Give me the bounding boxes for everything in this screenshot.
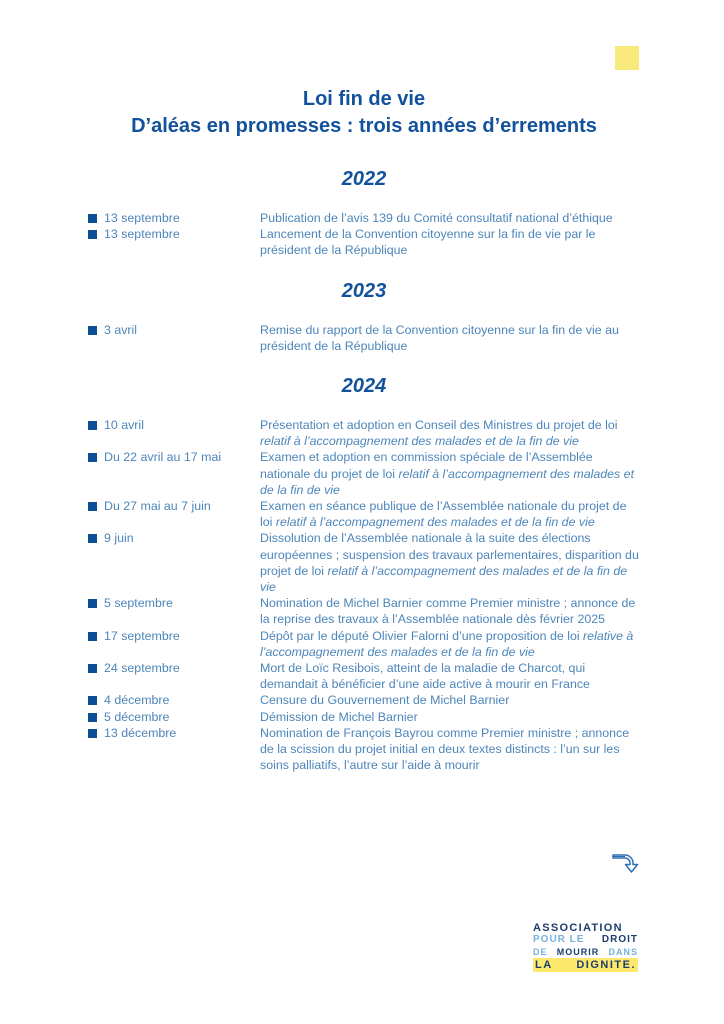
year-heading: 2022 bbox=[341, 168, 387, 190]
description-segment: Censure du Gouvernement de Michel Barnier bbox=[260, 693, 510, 708]
timeline-document bbox=[88, 86, 640, 773]
timeline-entry bbox=[88, 709, 640, 725]
logo-word: ASSOCIATION bbox=[533, 922, 623, 934]
description-italic-segment: relative à l’accompagnement des malades et de la fin de vie bbox=[260, 628, 634, 659]
entry-date-cell bbox=[88, 322, 260, 338]
entry-date: 13 septembre bbox=[104, 227, 180, 242]
logo-line bbox=[533, 946, 638, 958]
description-italic-segment: relatif à l’accompagnement des malades et de la fin de vie bbox=[260, 434, 579, 449]
entry-date: 13 décembre bbox=[104, 725, 177, 740]
description-segment: Nomination de Michel Barnier comme Premier ministre ; annonce de la reprise des travaux à l’Assemblée nationale dès février 2025 bbox=[260, 596, 636, 627]
description-segment: Dissolution de l’Assemblée nationale à la suite des élections européennes ; suspension des travaux parlementaires, disparition du projet de loi bbox=[260, 531, 639, 578]
logo-line bbox=[533, 922, 638, 934]
description-segment: Examen et adoption en commission spéciale de l’Assemblée nationale du projet de loi bbox=[260, 450, 593, 481]
timeline-entry bbox=[88, 449, 640, 498]
timeline-entry bbox=[88, 530, 640, 595]
entry-date-cell bbox=[88, 595, 260, 611]
entry-description bbox=[260, 725, 640, 774]
entry-description bbox=[260, 595, 640, 627]
timeline-entry bbox=[88, 226, 640, 258]
description-segment: Remise du rapport de la Convention citoyenne sur la fin de vie au président de la République bbox=[260, 322, 619, 353]
page-title-line1: Loi fin de vie bbox=[302, 88, 426, 110]
entry-date: 24 septembre bbox=[104, 661, 180, 676]
description-segment: Dépôt par le député Olivier Falorni d’une proposition de loi bbox=[260, 628, 584, 643]
timeline-entry bbox=[88, 417, 640, 449]
logo-line bbox=[533, 958, 638, 972]
timeline-entry bbox=[88, 725, 640, 774]
logo-word: DANS bbox=[608, 947, 638, 957]
entry-date: 17 septembre bbox=[104, 628, 180, 643]
logo-word: POUR LE bbox=[533, 934, 585, 945]
entry-description bbox=[260, 498, 640, 530]
square-bullet-icon bbox=[88, 453, 97, 462]
entry-description bbox=[260, 628, 640, 660]
description-italic-segment: relatif à l’accompagnement des malades et de la fin de vie bbox=[260, 563, 628, 595]
entry-date: 4 décembre bbox=[104, 693, 170, 708]
page-title bbox=[88, 86, 640, 140]
logo-word: DE bbox=[533, 947, 548, 957]
logo-word: LA bbox=[535, 959, 553, 971]
entry-date-cell bbox=[88, 628, 260, 644]
entry-date-cell bbox=[88, 498, 260, 514]
entry-date: 5 septembre bbox=[104, 596, 173, 611]
logo-word: MOURIR bbox=[556, 947, 600, 957]
description-segment: Examen en séance publique de l’Assemblée nationale du projet de loi bbox=[260, 499, 627, 530]
square-bullet-icon bbox=[88, 599, 97, 608]
entry-description bbox=[260, 417, 640, 449]
entry-description bbox=[260, 449, 640, 498]
entry-description bbox=[260, 692, 640, 708]
entry-date-cell bbox=[88, 449, 260, 465]
square-bullet-icon bbox=[88, 713, 97, 722]
entry-date: 13 septembre bbox=[104, 211, 180, 225]
entry-date-cell bbox=[88, 417, 260, 433]
year-heading: 2024 bbox=[341, 375, 387, 398]
entry-date-cell bbox=[88, 530, 260, 546]
entry-date: Du 22 avril au 17 mai bbox=[104, 450, 222, 465]
page-title-line2: D’aléas en promesses : trois années d’errements bbox=[131, 115, 597, 137]
description-italic-segment: relatif à l’accompagnement des malades et de la fin de vie bbox=[275, 515, 595, 530]
square-bullet-icon bbox=[88, 632, 97, 641]
description-segment: Publication de l’avis 139 du Comité consultatif national d’éthique bbox=[260, 211, 613, 225]
year-heading: 2023 bbox=[341, 279, 387, 302]
square-bullet-icon bbox=[88, 696, 97, 705]
timeline-entry bbox=[88, 595, 640, 627]
entry-description bbox=[260, 709, 640, 725]
admd-logo bbox=[533, 922, 638, 972]
square-bullet-icon bbox=[88, 214, 97, 223]
entry-date-cell bbox=[88, 660, 260, 676]
description-segment: Présentation et adoption en Conseil des Ministres du projet de loi bbox=[260, 418, 618, 433]
timeline-entry bbox=[88, 692, 640, 708]
description-segment: Nomination de François Bayrou comme Premier ministre ; annonce de la scission du projet initial en deux textes distincts : l’un sur les soins palliatifs, l’autre sur l’aide à mourir bbox=[260, 725, 630, 773]
entry-date-cell bbox=[88, 226, 260, 242]
square-bullet-icon bbox=[88, 502, 97, 511]
entry-date: Du 27 mai au 7 juin bbox=[104, 499, 211, 514]
timeline-entry bbox=[88, 210, 640, 226]
square-bullet-icon bbox=[88, 729, 97, 738]
entry-date-cell bbox=[88, 692, 260, 708]
logo-word: DROIT bbox=[601, 934, 638, 945]
entry-date-cell bbox=[88, 709, 260, 725]
description-italic-segment: relatif à l’accompagnement des malades et de la fin de vie bbox=[260, 466, 635, 497]
entry-description bbox=[260, 210, 640, 226]
entry-date: 5 décembre bbox=[104, 709, 170, 724]
timeline-entry bbox=[88, 628, 640, 660]
timeline bbox=[88, 166, 640, 773]
entry-date: 10 avril bbox=[104, 418, 144, 433]
entry-date-cell bbox=[88, 725, 260, 741]
entry-date-cell bbox=[88, 210, 260, 226]
square-bullet-icon bbox=[88, 421, 97, 430]
timeline-entry bbox=[88, 660, 640, 692]
description-segment: Mort de Loïc Resibois, atteint de la maladie de Charcot, qui demandait à bénéficier d’une aide active à mourir en France bbox=[260, 661, 590, 692]
entry-date: 9 juin bbox=[104, 531, 134, 546]
logo-word: DIGNITE. bbox=[576, 959, 636, 971]
description-segment: Démission de Michel Barnier bbox=[260, 709, 418, 724]
entry-description bbox=[260, 530, 640, 595]
timeline-entry bbox=[88, 498, 640, 530]
entry-description bbox=[260, 660, 640, 692]
description-segment: Lancement de la Convention citoyenne sur la fin de vie par le président de la République bbox=[260, 227, 596, 258]
square-bullet-icon bbox=[88, 230, 97, 239]
square-bullet-icon bbox=[88, 534, 97, 543]
timeline-entry bbox=[88, 322, 640, 354]
logo-line bbox=[533, 934, 638, 946]
square-bullet-icon bbox=[88, 326, 97, 335]
entry-description bbox=[260, 226, 640, 258]
yellow-square-marker-icon bbox=[615, 46, 639, 70]
entry-date: 3 avril bbox=[104, 322, 138, 337]
page-continuation-arrow-icon bbox=[610, 848, 640, 878]
square-bullet-icon bbox=[88, 664, 97, 673]
entry-description bbox=[260, 322, 640, 354]
